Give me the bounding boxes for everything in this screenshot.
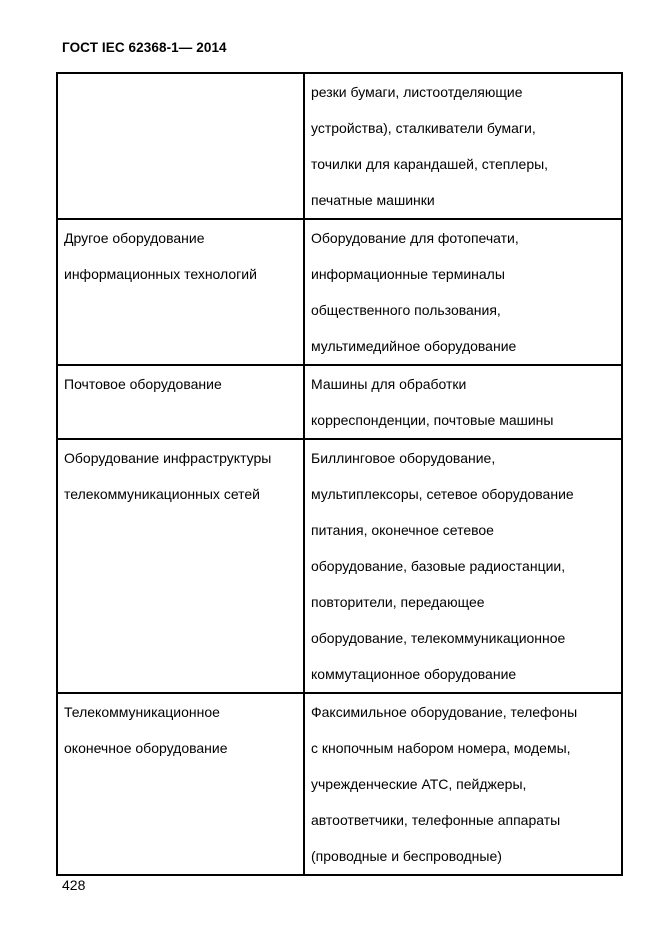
- cell-text-line: оборудование, телекоммуникационное: [311, 630, 566, 646]
- table-row: [57, 73, 622, 219]
- cell-text-line: с кнопочным набором номера, модемы,: [311, 740, 571, 756]
- equipment-examples-cell: [304, 219, 622, 365]
- table-row: [57, 219, 622, 365]
- cell-text-line: питания, оконечное сетевое: [311, 522, 494, 538]
- cell-text-line: общественного пользования,: [311, 302, 501, 318]
- cell-text-line: коммутационное оборудование: [311, 666, 517, 682]
- cell-text-line: повторители, передающее: [311, 594, 485, 610]
- cell-text-line: Почтовое оборудование: [64, 376, 222, 392]
- cell-text-line: Факсимильное оборудование, телефоны: [311, 704, 578, 720]
- cell-text-line: Биллинговое оборудование,: [311, 450, 496, 466]
- equipment-table: [56, 72, 623, 876]
- cell-text-line: Другое оборудование: [64, 230, 205, 246]
- equipment-category-cell: [57, 73, 304, 219]
- table-row: [57, 365, 622, 439]
- cell-text-line: Оборудование для фотопечати,: [311, 230, 519, 246]
- cell-text-line: информационные терминалы: [311, 266, 505, 282]
- cell-text-line: информационных технологий: [64, 266, 257, 282]
- equipment-examples-cell: [304, 439, 622, 693]
- equipment-examples-cell: [304, 73, 622, 219]
- equipment-examples-cell: [304, 693, 622, 875]
- cell-text-line: резки бумаги, листоотделяющие: [311, 84, 523, 100]
- equipment-category-cell: [57, 365, 304, 439]
- cell-text-line: Телекоммуникационное: [64, 704, 220, 720]
- table-row: [57, 693, 622, 875]
- cell-text-line: учрежденческие АТС, пейджеры,: [311, 776, 527, 792]
- cell-text-line: Машины для обработки: [311, 376, 467, 392]
- cell-text-line: печатные машинки: [311, 192, 435, 208]
- table-row: [57, 439, 622, 693]
- equipment-category-cell: [57, 219, 304, 365]
- cell-text-line: корреспонденции, почтовые машины: [311, 412, 554, 428]
- cell-text-line: мультиплексоры, сетевое оборудование: [311, 486, 574, 502]
- cell-text-line: телекоммуникационных сетей: [64, 486, 260, 502]
- page-number: 428: [62, 877, 86, 893]
- cell-text-line: оборудование, базовые радиостанции,: [311, 558, 566, 574]
- cell-text-line: автоответчики, телефонные аппараты: [311, 812, 561, 828]
- equipment-examples-cell: [304, 365, 622, 439]
- equipment-category-cell: [57, 439, 304, 693]
- cell-text-line: (проводные и беспроводные): [311, 848, 502, 864]
- cell-text-line: оконечное оборудование: [64, 740, 228, 756]
- cell-text-line: устройства), сталкиватели бумаги,: [311, 120, 536, 136]
- cell-text-line: мультимедийное оборудование: [311, 338, 517, 354]
- cell-text-line: Оборудование инфраструктуры: [64, 450, 272, 466]
- equipment-category-cell: [57, 693, 304, 875]
- document-header: ГОСТ IEC 62368-1— 2014: [62, 40, 227, 55]
- cell-text-line: точилки для карандашей, степлеры,: [311, 156, 549, 172]
